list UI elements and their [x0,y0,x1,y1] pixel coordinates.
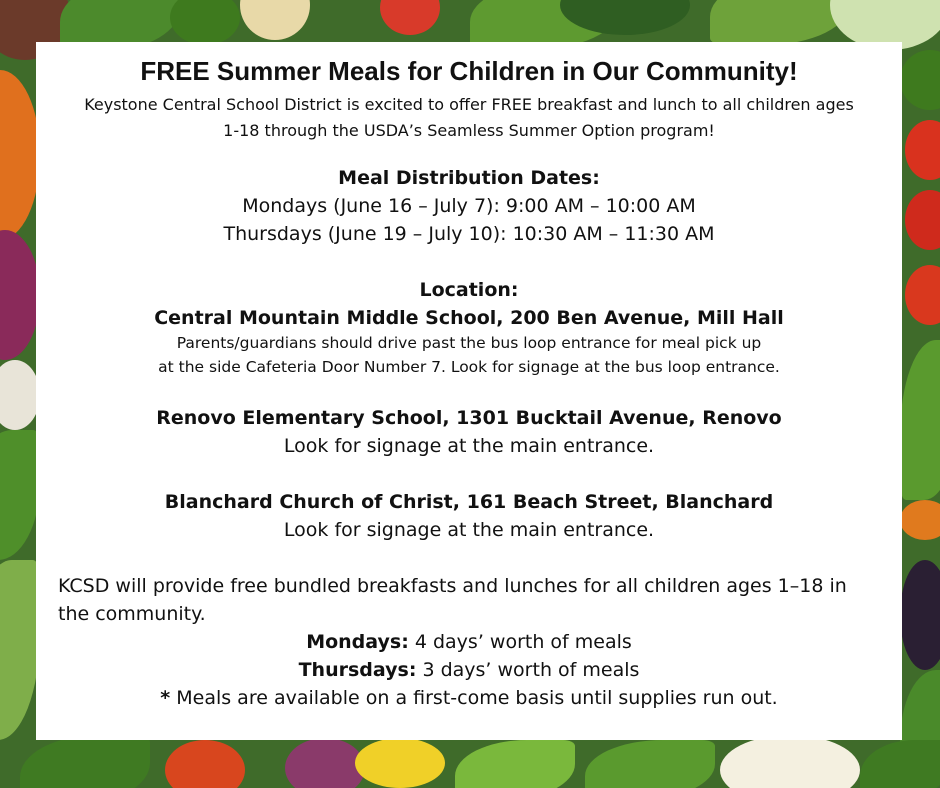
site3-name: Blanchard Church of Christ, 161 Beach Street, Blanchard [164,491,774,513]
site2-name: Renovo Elementary School, 1301 Bucktail Avenue, Renovo [156,407,782,429]
thursdays-meals-value: 3 days’ worth of meals [416,659,640,681]
site3-note: Look for signage at the main entrance. [283,519,655,541]
mondays-schedule: Mondays (June 16 – July 7): 9:00 AM – 10:00 AM [242,195,696,217]
mondays-meals-label: Mondays: [306,631,409,653]
dates-heading: Meal Distribution Dates: [338,167,600,189]
thursdays-schedule: Thursdays (June 19 – July 10): 10:30 AM – 11:30 AM [223,223,715,245]
flyer-card [36,42,902,740]
thursdays-meals [36,659,902,681]
site1-note-line-2: at the side Cafeteria Door Number 7. Look for signage at the bus loop entrance. [158,358,780,376]
note-asterisk: * [160,687,171,709]
flyer-title: FREE Summer Meals for Children in Our Community! [140,56,798,86]
intro-line-1: Keystone Central School District is excited to offer FREE breakfast and lunch to all children ages [84,95,854,114]
intro-line-2: 1-18 through the USDA’s Seamless Summer Option program! [223,121,715,140]
availability-note [36,687,902,709]
mondays-meals-value: 4 days’ worth of meals [408,631,632,653]
location-heading: Location: [419,279,519,301]
bundle-line-2: the community. [58,603,206,625]
mondays-meals [36,631,902,653]
site1-note-line-1: Parents/guardians should drive past the bus loop entrance for meal pick up [176,334,762,352]
bundle-line-1: KCSD will provide free bundled breakfasts and lunches for all children ages 1–18 in [58,575,847,597]
note-text: Meals are available on a first-come basis until supplies run out. [170,687,778,709]
site2-note: Look for signage at the main entrance. [283,435,655,457]
thursdays-meals-label: Thursdays: [298,659,417,681]
site1-name: Central Mountain Middle School, 200 Ben Avenue, Mill Hall [154,307,784,329]
